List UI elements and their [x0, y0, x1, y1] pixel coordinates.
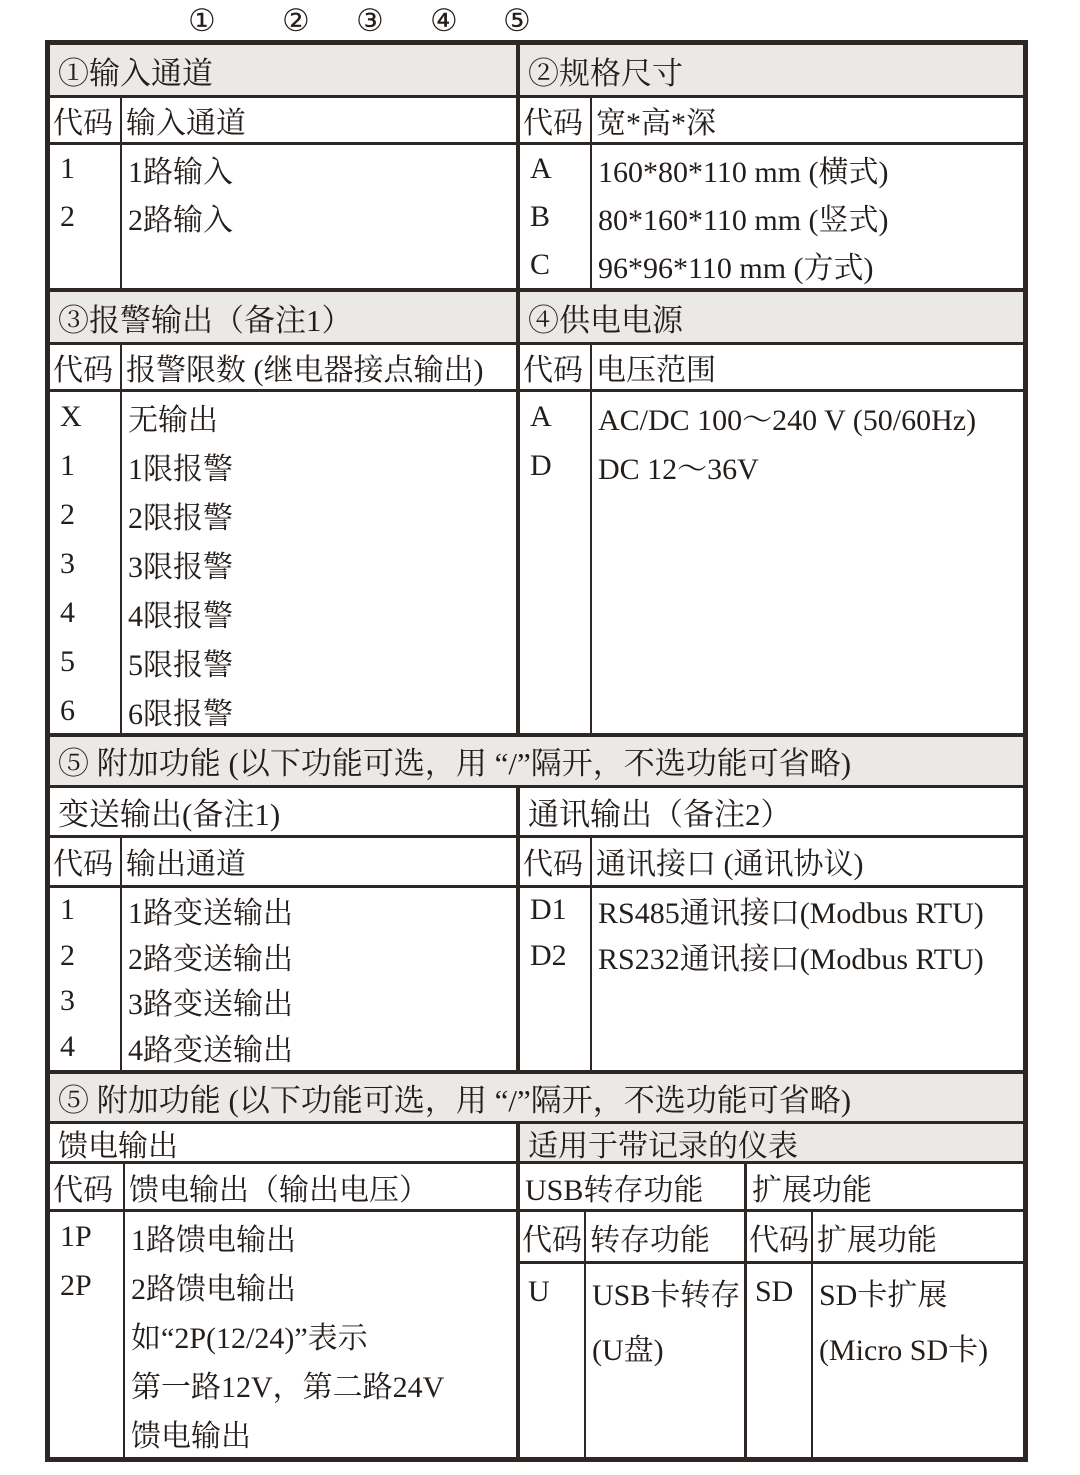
usb-row-code: U [528, 1274, 550, 1308]
s5a-row-0-code: 1 [60, 893, 75, 927]
s6a-desc-header: 馈电输出（输出电压） [129, 1173, 429, 1207]
ext-code-header: 代码 [747, 1212, 813, 1261]
s1-code-column [50, 145, 122, 288]
s6a-title: 馈电输出 [50, 1124, 516, 1164]
s5a-code-column [50, 888, 122, 1070]
band-alarm-power [50, 292, 1023, 737]
s1-data [50, 145, 516, 288]
s3-row-3-desc: 3限报警 [128, 550, 233, 584]
s3-row-3-code: 3 [60, 546, 75, 580]
s4-desc-header: 电压范围 [596, 354, 716, 387]
section-4-title: ④供电电源 [520, 292, 1023, 345]
s3-code-column [50, 392, 122, 733]
s4-code-column [520, 392, 592, 733]
s5b-data [520, 888, 1023, 1070]
s6a-row-4-desc: 馈电输出 [131, 1419, 251, 1453]
s5b-title: 通讯输出（备注2） [520, 788, 1023, 838]
s5a-row-3-code: 4 [60, 1029, 75, 1063]
s5b-code-header: 代码 [520, 838, 592, 885]
s2-data [520, 145, 1023, 288]
s5b-desc-column [592, 888, 1023, 1070]
s2-desc-column [592, 145, 1023, 288]
s6a-code-column [50, 1212, 125, 1457]
s5b-row-0-code: D1 [530, 893, 567, 927]
s5a-row-2-desc: 3路变送输出 [128, 988, 293, 1022]
s3-row-1-desc: 1限报警 [128, 452, 233, 486]
s6a-row-3-code [50, 1359, 123, 1408]
usb-data [520, 1264, 744, 1457]
s1-desc-column [122, 145, 516, 288]
s4-row-0-desc: AC/DC 100～240 V (50/60Hz) [598, 403, 977, 437]
s3-row-6-code: 6 [60, 693, 75, 727]
s5a-desc-header: 输出通道 [126, 848, 246, 881]
s3-code-header: 代码 [50, 345, 122, 389]
s2-row-0-desc: 160*80*110 mm (横式) [598, 156, 889, 189]
s5a-row-3-desc: 4路变送输出 [128, 1033, 293, 1067]
s5a-data [50, 888, 516, 1070]
s5b-row-0-desc: RS485通讯接口(Modbus RTU) [598, 897, 984, 931]
s6a-row-2-desc: 如“2P(12/24)”表示 [131, 1321, 368, 1355]
circled-number-5: ⑤ [503, 3, 531, 38]
band-transmit-comm [50, 788, 1023, 1074]
section-3-title: ③报警输出（备注1） [50, 292, 516, 345]
s6a-row-1-code: 2P [60, 1268, 92, 1302]
usb-desc-line-1: USB卡转存 [592, 1278, 741, 1312]
s3-data [50, 392, 516, 733]
section-transmit-output [50, 788, 520, 1070]
s1-row-0-code: 1 [60, 152, 75, 185]
s3-desc-header: 报警限数 (继电器接点输出) [126, 354, 484, 387]
s2-row-1-desc: 80*160*110 mm (竖式) [598, 204, 889, 237]
s3-row-1-code: 1 [60, 448, 75, 482]
band-input-dimensions [50, 45, 1023, 292]
circled-number-4: ④ [430, 3, 458, 38]
s2-column-headers [520, 98, 1023, 145]
ext-data [747, 1264, 1023, 1457]
s2-row-2-code: C [530, 248, 551, 281]
s5b-column-headers [520, 838, 1023, 888]
s1-row-0-desc: 1路输入 [128, 156, 233, 189]
s1-column-headers [50, 98, 516, 145]
section-recorder-functions [520, 1124, 1023, 1457]
s3-row-0-code: X [60, 399, 82, 433]
s5a-row-1-code: 2 [60, 938, 75, 972]
section-communication-output [520, 788, 1023, 1070]
s5a-row-2-code: 3 [60, 984, 75, 1018]
s2-code-header: 代码 [520, 98, 592, 142]
s6b-sub-area [520, 1164, 1023, 1457]
s5b-row-1-code: D2 [530, 938, 567, 972]
s3-row-6-desc: 6限报警 [128, 697, 233, 731]
usb-desc-header: 转存功能 [590, 1223, 710, 1257]
s4-data [520, 392, 1023, 733]
usb-desc-line-2: (U盘) [592, 1333, 664, 1367]
s5a-desc-column [122, 888, 516, 1070]
s6a-row-2-code [50, 1310, 123, 1359]
s6a-code-header: 代码 [50, 1164, 125, 1209]
ext-code-column [747, 1264, 813, 1457]
s6a-row-4-code [50, 1408, 123, 1457]
section-2-title: ②规格尺寸 [520, 45, 1023, 98]
s4-row-1-desc: DC 12～36V [598, 452, 759, 486]
s2-code-column [520, 145, 592, 288]
ext-desc-line-2: (Micro SD卡) [819, 1333, 989, 1367]
section-5-banner-1: ⑤ 附加功能 (以下功能可选，用 “/”隔开，不选功能可省略) [50, 737, 1023, 788]
s4-desc-column [592, 392, 1023, 733]
s5a-code-header: 代码 [50, 838, 122, 885]
s6a-row-1-desc: 2路馈电输出 [131, 1272, 296, 1306]
s3-row-2-desc: 2限报警 [128, 501, 233, 535]
band-feed-recorder [50, 1124, 1023, 1457]
s1-desc-header: 输入通道 [126, 107, 246, 140]
s5a-row-1-desc: 2路变送输出 [128, 942, 293, 976]
s6b-title: 适用于带记录的仪表 [520, 1124, 1023, 1164]
ext-row-code: SD [755, 1274, 794, 1308]
s3-row-0-desc: 无输出 [128, 403, 218, 437]
section-power-supply [520, 292, 1023, 733]
s6a-column-headers [50, 1164, 516, 1212]
s6a-desc-column [125, 1212, 516, 1457]
usb-desc-column [586, 1264, 744, 1457]
s3-row-2-code: 2 [60, 497, 75, 531]
s1-row-1-desc: 2路输入 [128, 204, 233, 237]
s3-row-4-desc: 4限报警 [128, 599, 233, 633]
s4-column-headers [520, 345, 1023, 392]
ext-title: 扩展功能 [747, 1164, 1023, 1212]
s4-row-0-code: A [530, 399, 552, 433]
usb-code-column [520, 1264, 586, 1457]
circled-number-1: ① [188, 3, 216, 38]
s2-row-2-desc: 96*96*110 mm (方式) [598, 252, 874, 285]
s6a-row-3-desc: 第一路12V，第二路24V [131, 1370, 445, 1404]
section-alarm-output [50, 292, 520, 733]
s5a-column-headers [50, 838, 516, 888]
s2-desc-header: 宽*高*深 [596, 107, 716, 140]
s4-row-1-code: D [530, 448, 552, 482]
section-dimensions [520, 45, 1023, 288]
model-selection-table [45, 40, 1028, 1462]
s1-row-1-code: 2 [60, 200, 75, 233]
usb-transfer-section [520, 1164, 747, 1457]
usb-column-headers [520, 1212, 744, 1264]
section-1-title: ①输入通道 [50, 45, 516, 98]
s3-column-headers [50, 345, 516, 392]
ext-column-headers [747, 1212, 1023, 1264]
s4-code-header: 代码 [520, 345, 592, 389]
section-input-channel [50, 45, 520, 288]
sd-expansion-section [747, 1164, 1023, 1457]
s5b-code-column [520, 888, 592, 1070]
usb-title: USB转存功能 [520, 1164, 744, 1212]
s2-row-0-code: A [530, 152, 552, 185]
usb-code-header: 代码 [520, 1212, 586, 1261]
s3-row-4-code: 4 [60, 595, 75, 629]
s6a-row-0-desc: 1路馈电输出 [131, 1223, 296, 1257]
s3-row-5-code: 5 [60, 644, 75, 678]
ext-desc-line-1: SD卡扩展 [819, 1278, 948, 1312]
s1-code-header: 代码 [50, 98, 122, 142]
section-5-banner-2: ⑤ 附加功能 (以下功能可选，用 “/”隔开，不选功能可省略) [50, 1074, 1023, 1125]
s5a-title: 变送输出(备注1) [50, 788, 516, 838]
s2-row-1-code: B [530, 200, 551, 233]
s3-row-5-desc: 5限报警 [128, 648, 233, 682]
s3-desc-column [122, 392, 516, 733]
s5b-row-1-desc: RS232通讯接口(Modbus RTU) [598, 942, 984, 976]
circled-number-3: ③ [356, 3, 384, 38]
circled-number-2: ② [282, 3, 310, 38]
section-feed-output [50, 1124, 520, 1457]
s5a-row-0-desc: 1路变送输出 [128, 897, 293, 931]
s6a-data [50, 1212, 516, 1457]
s6a-row-0-code: 1P [60, 1219, 92, 1253]
s5b-desc-header: 通讯接口 (通讯协议) [596, 848, 864, 881]
ext-desc-column [813, 1264, 1023, 1457]
ext-desc-header: 扩展功能 [817, 1223, 937, 1257]
